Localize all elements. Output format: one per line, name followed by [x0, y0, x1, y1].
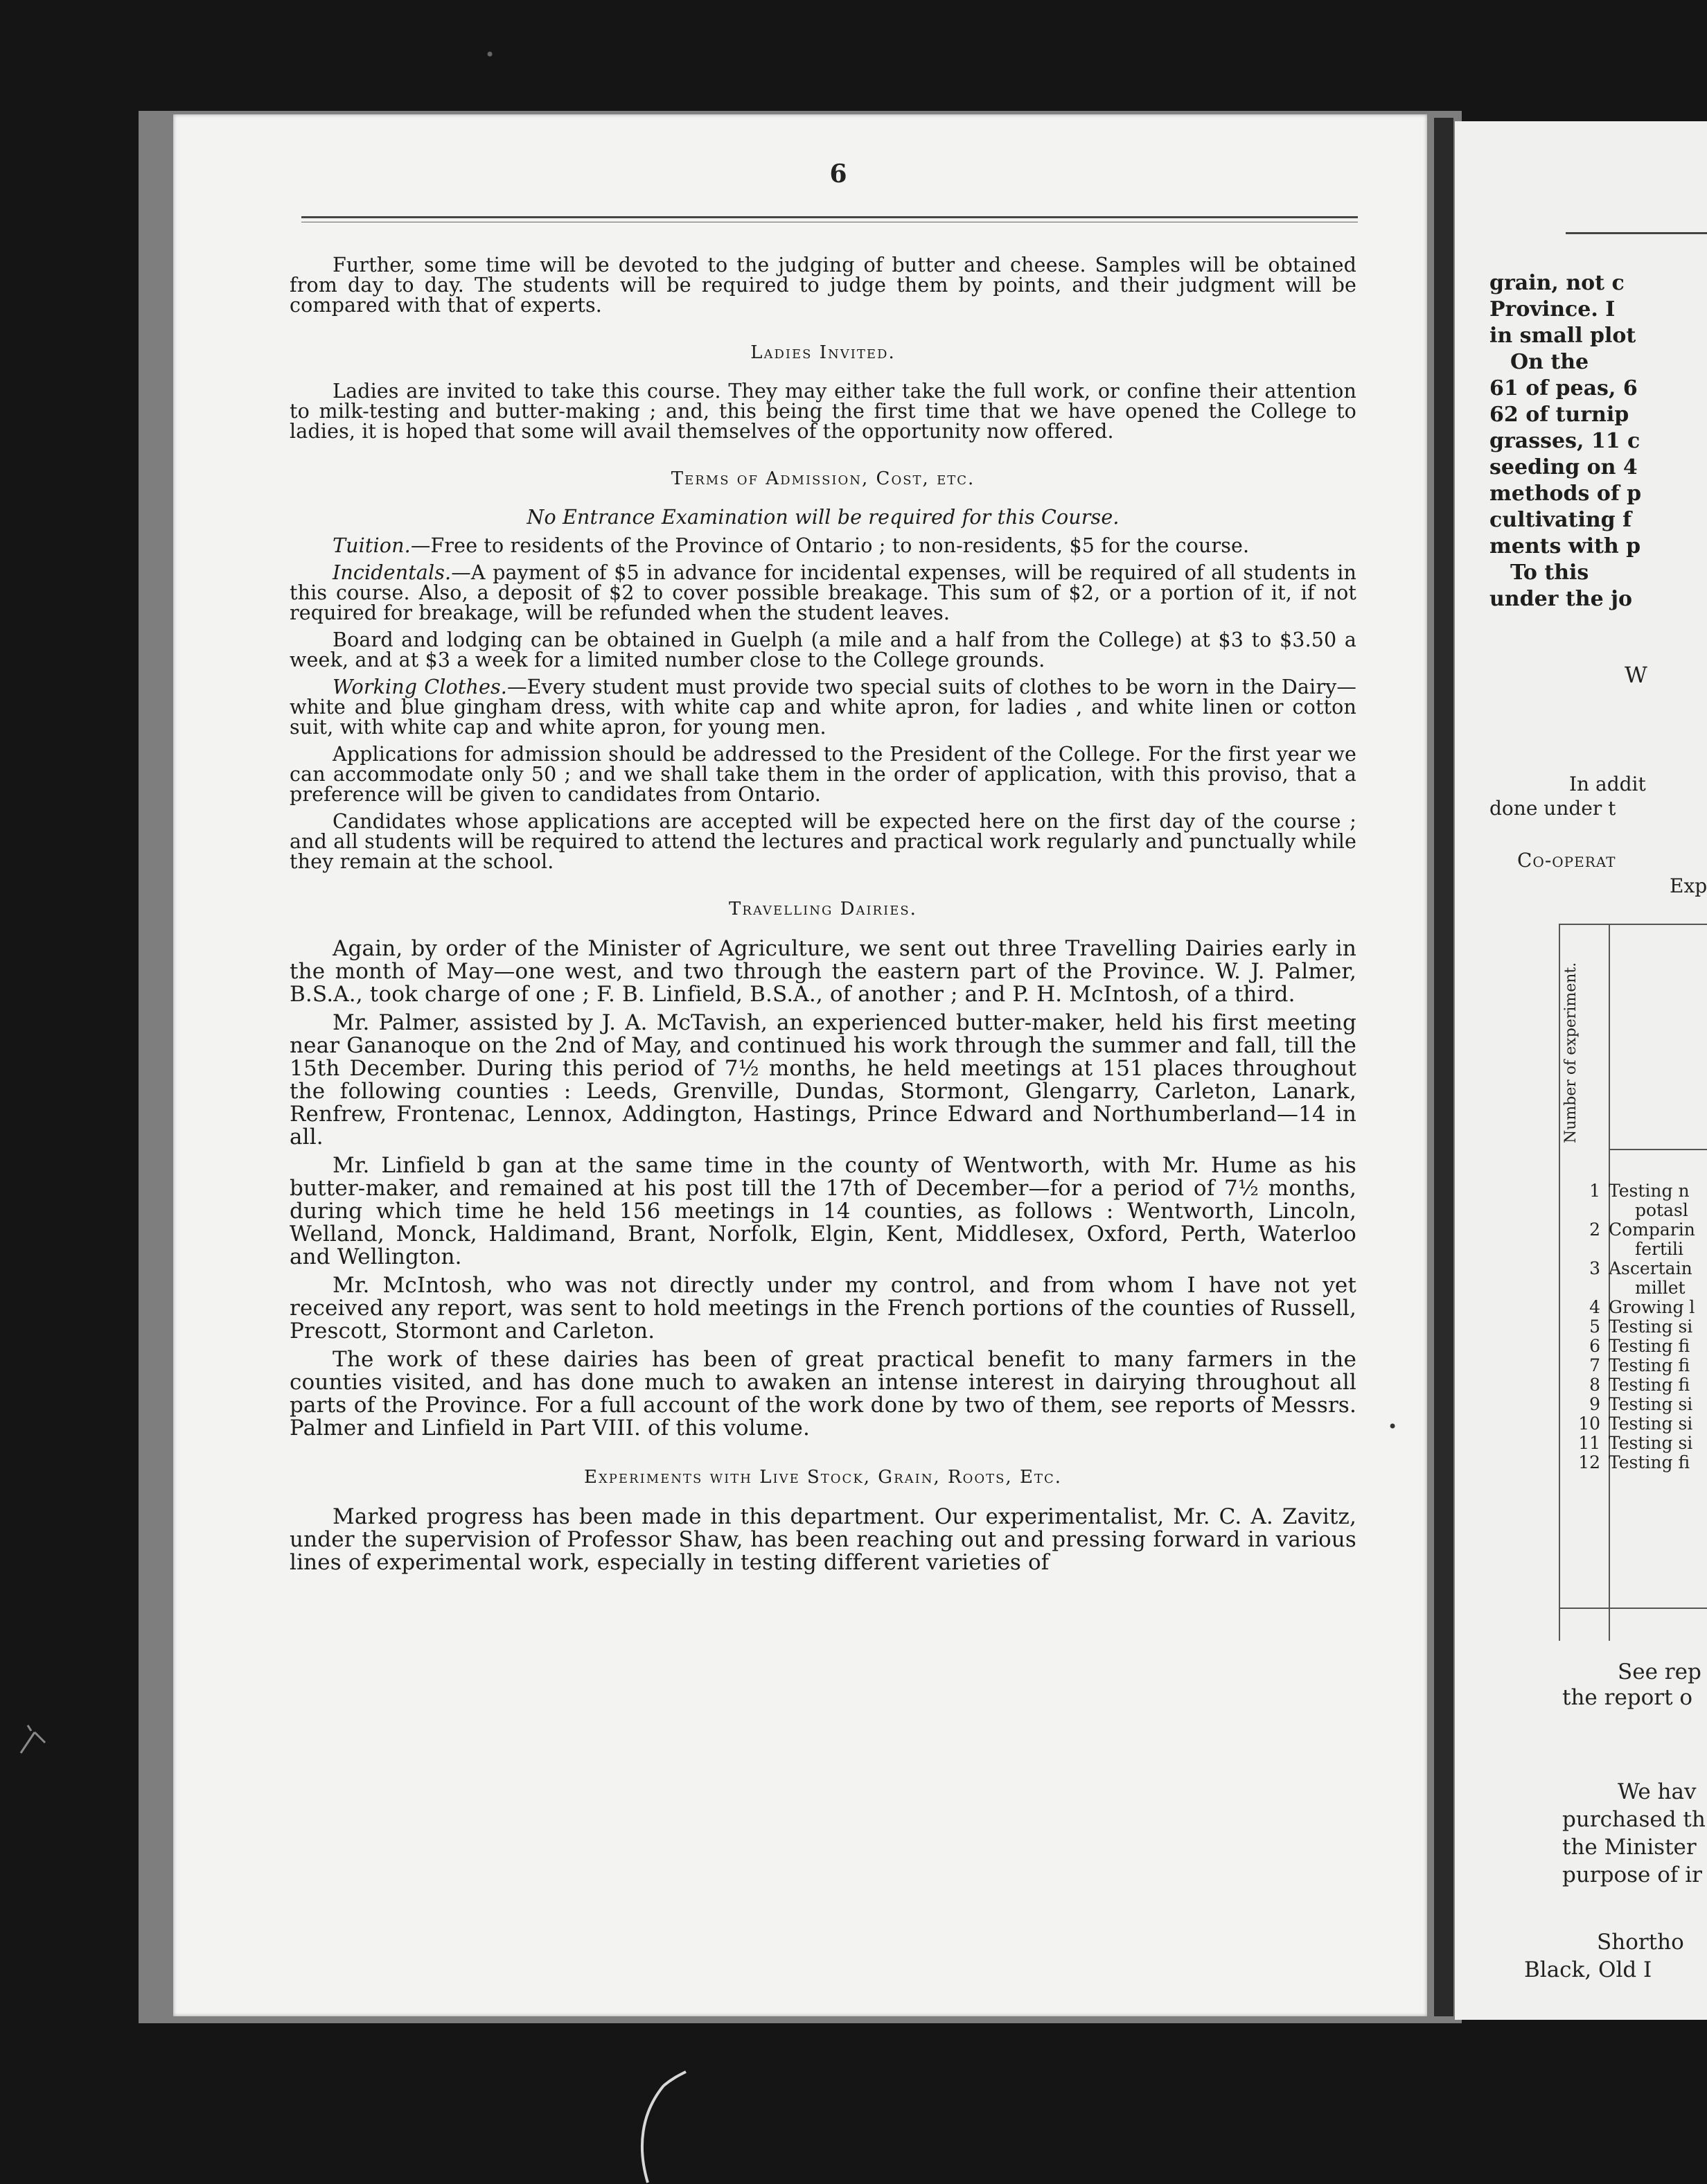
right-line: grain, not c: [1489, 271, 1625, 295]
row-number: 10: [1578, 1414, 1600, 1434]
right-line: To this: [1510, 561, 1589, 585]
row-number: 3: [1589, 1258, 1600, 1278]
intro-paragraph: Further, some time will be devoted to the judging of butter and cheese. Samples will be obtained from day to day. The students will be required to judge them by points, and their judgment will be compared with that of experts.: [290, 254, 1356, 317]
experiments-heading: Experiments with Live Stock, Grain, Roots, Etc.: [583, 1467, 1062, 1488]
dairies-paragraph-3: Mr. Linfield b gan at the same time in the county of Wentworth, with Mr. Hume as his butter-maker, and remained at his post till the 17th of December—for a period of 7½ months, during which time he held 156 meetings in 14 counties, as follows : Wentworth, Lincoln, Welland, Monck, Haldimand, Brant, Norfolk, Elgin, Kent, Middlesex, Oxford, Perth, Waterloo and Wellington.: [290, 1153, 1356, 1269]
experiments-paragraph-1: Marked progress has been made in this department. Our experimentalist, Mr. C. A. Zavitz, under the supervision of Professor Shaw, has been reaching out and pressing forward in various lines of experimental work, especially in testing different varieties of: [290, 1504, 1356, 1575]
table-row: [1559, 1395, 1695, 1414]
row-number: 9: [1589, 1394, 1600, 1414]
table-header-number: Number of experiment.: [1562, 962, 1580, 1143]
table-row: [1559, 1434, 1695, 1453]
dairies-section: [290, 937, 1356, 1440]
table-header-rule: [1609, 1149, 1707, 1150]
dairies-paragraph-2: Mr. Palmer, assisted by J. A. McTavish, an experienced butter-maker, held his first meeting near Gananoque on the 2nd of May, and continued his work through the summer and fall, till the 15th December. During this period of 7½ months, he held meetings at 151 places throughout the following counties : Leeds, Grenville, Dundas, Stormont, Glengarry, Carleton, Lanark, Renfrew, Frontenac, Lennox, Addington, Hastings, Prince Edward and Northumberland—14 in all.: [290, 1010, 1356, 1150]
tuition-text: —Free to residents of the Province of Ontario ; to non-residents, $5 for the course.: [410, 534, 1250, 557]
clothes-text: —Every student must provide two special suits of clothes to be worn in the Dairy—white and blue gingham dress, with white cap and white apron, for ladies , and white linen or cotton suit, with white cap and white apron, for young men.: [290, 676, 1356, 739]
row-number: 5: [1589, 1316, 1600, 1337]
right-shorthorn-1: Shortho: [1597, 1930, 1684, 1955]
right-coop-heading-2: Exp: [1670, 874, 1707, 897]
row-text: Testing si: [1609, 1394, 1693, 1414]
right-header-rule: [1566, 232, 1707, 234]
row-number: 11: [1578, 1433, 1600, 1453]
right-we-have-3: the Minister: [1562, 1835, 1697, 1860]
row-text: Testing si: [1609, 1316, 1693, 1337]
right-line: 62 of turnip: [1489, 403, 1629, 427]
right-line: seeding on 4: [1489, 455, 1638, 479]
clothes-label: Working Clothes.: [333, 676, 507, 698]
right-we-have-2: purchased th: [1562, 1807, 1706, 1832]
table-row: [1559, 1375, 1695, 1395]
row-text: Testing fi: [1609, 1375, 1690, 1395]
header-rule: [301, 216, 1358, 218]
scan-hair-artifact: [610, 2051, 693, 2184]
row-continuation: millet: [1635, 1278, 1686, 1298]
board-paragraph: Board and lodging can be obtained in Guelph (a mile and a half from the College) at $3 to $3.50 a week, and at $3 a week for a limited number close to the College grounds.: [290, 628, 1356, 671]
right-line: under the jo: [1489, 587, 1633, 611]
terms-subheading: No Entrance Examination will be required for this Course.: [527, 506, 1120, 529]
dairies-paragraph-5: The work of these dairies has been of great practical benefit to many farmers in the counties visited, and has done much to awaken an intense interest in dairying throughout all parts of the Province. For a full account of the work done by two of them, see reports of Messrs. Palmer and Linfield in Part VIII. of this volume.: [290, 1347, 1356, 1441]
incidentals-label: Incidentals.: [333, 561, 452, 584]
experiments-section: [290, 1506, 1356, 1574]
applications-paragraph: Applications for admission should be addressed to the President of the College. For the first year we can accommodate only 50 ; and we shall take them in the order of application, with this proviso, that a preference will be given to candidates from Ontario.: [290, 743, 1356, 806]
row-text: Comparin: [1609, 1219, 1695, 1240]
right-line: On the: [1510, 350, 1589, 374]
table-row: [1559, 1337, 1695, 1356]
row-number: 8: [1589, 1375, 1600, 1395]
tuition-paragraph: [290, 536, 1356, 556]
right-shorthorn-2: Black, Old I: [1524, 1957, 1652, 1982]
row-number: 1: [1589, 1181, 1600, 1201]
tuition-label: Tuition.: [333, 534, 411, 557]
table-row: [1559, 1317, 1695, 1337]
table-row: [1559, 1414, 1695, 1434]
clothes-paragraph: [290, 677, 1356, 737]
dairies-paragraph-1: Again, by order of the Minister of Agriculture, we sent out three Travelling Dairies early in the month of May—one west, and two through the eastern part of the Province. W. J. Palmer, B.S.A., took charge of one ; F. B. Linfield, B.S.A., of another ; and P. H. McIntosh, of a third.: [290, 936, 1356, 1007]
scan-mark-artifact: [14, 1718, 55, 1760]
table-row: [1559, 1259, 1695, 1278]
row-text: Testing fi: [1609, 1355, 1690, 1375]
table-row: [1559, 1181, 1695, 1201]
row-text: Growing l: [1609, 1297, 1695, 1317]
scan-speck: •: [485, 45, 495, 64]
terms-heading: Terms of Admission, Cost, etc.: [671, 468, 975, 489]
row-continuation: fertili: [1635, 1239, 1684, 1259]
row-number: 7: [1589, 1355, 1600, 1375]
scan-speck: •: [1388, 1417, 1398, 1436]
right-page-text: [1489, 270, 1707, 613]
right-coop-heading-1: Co-operat: [1517, 849, 1616, 872]
right-line: methods of p: [1489, 482, 1642, 506]
table-row: [1559, 1220, 1695, 1240]
candidates-paragraph: Candidates whose applications are accepted will be expected here on the first day of the course ; and all students will be required to attend the lectures and practical work regularly and punctually while they remain at the school.: [290, 810, 1356, 873]
row-number: 2: [1589, 1219, 1600, 1240]
table-row: [1559, 1356, 1695, 1375]
right-line: grasses, 11 c: [1489, 429, 1640, 453]
ladies-heading: Ladies Invited.: [750, 342, 896, 363]
table-row: [1559, 1298, 1695, 1317]
right-line: ments with p: [1489, 534, 1641, 558]
row-text: Testing fi: [1609, 1336, 1690, 1356]
table-row: [1559, 1453, 1695, 1472]
incidentals-text: —A payment of $5 in advance for incidental expenses, will be required of all students in this course. Also, a deposit of $2 to cover possible breakage. This sum of $2, or a portion of it, if not required for breakage, will be refunded when the student leaves.: [290, 561, 1356, 624]
right-in-addition-1: In addit: [1569, 773, 1646, 795]
row-number: 12: [1578, 1452, 1600, 1472]
dairies-paragraph-4: Mr. McIntosh, who was not directly under my control, and from whom I have not yet received any report, was sent to hold meetings in the French portions of the counties of Russell, Prescott, Stormont and Carleton.: [290, 1273, 1356, 1344]
incidentals-paragraph: [290, 563, 1356, 623]
right-see-rep-2: the report o: [1562, 1685, 1693, 1710]
book-gutter: [1434, 118, 1453, 2016]
dairies-heading: Travelling Dairies.: [729, 899, 917, 919]
right-line: in small plot: [1489, 324, 1636, 348]
table-top-rule: [1559, 924, 1707, 925]
row-number: 4: [1589, 1297, 1600, 1317]
page-number: 6: [829, 159, 847, 188]
row-text: Testing fi: [1609, 1452, 1690, 1472]
row-number: 6: [1589, 1336, 1600, 1356]
right-line: cultivating f: [1489, 508, 1631, 532]
experiment-table-rows: [1559, 1181, 1695, 1472]
row-text: Ascertain: [1609, 1258, 1692, 1278]
right-we-have-4: purpose of ir: [1562, 1862, 1702, 1887]
row-continuation: potasl: [1635, 1200, 1688, 1220]
right-line: Province. I: [1489, 297, 1616, 322]
table-bottom-rule: [1559, 1608, 1707, 1609]
right-see-rep-1: See rep: [1618, 1659, 1701, 1684]
row-text: Testing si: [1609, 1433, 1693, 1453]
right-w-fragment: W: [1625, 662, 1647, 688]
right-in-addition-2: done under t: [1489, 797, 1616, 820]
main-text-column: [290, 255, 1356, 1574]
ladies-paragraph: Ladies are invited to take this course. They may either take the full work, or confine their attention to milk-testing and butter-making ; and, this being the first time that we have opened the College to ladies, it is hoped that some will avail themselves of the opportunity now offered.: [290, 380, 1356, 443]
row-text: Testing n: [1609, 1181, 1690, 1201]
right-we-have-1: We hav: [1618, 1779, 1697, 1804]
right-line: 61 of peas, 6: [1489, 376, 1638, 400]
row-text: Testing si: [1609, 1414, 1693, 1434]
